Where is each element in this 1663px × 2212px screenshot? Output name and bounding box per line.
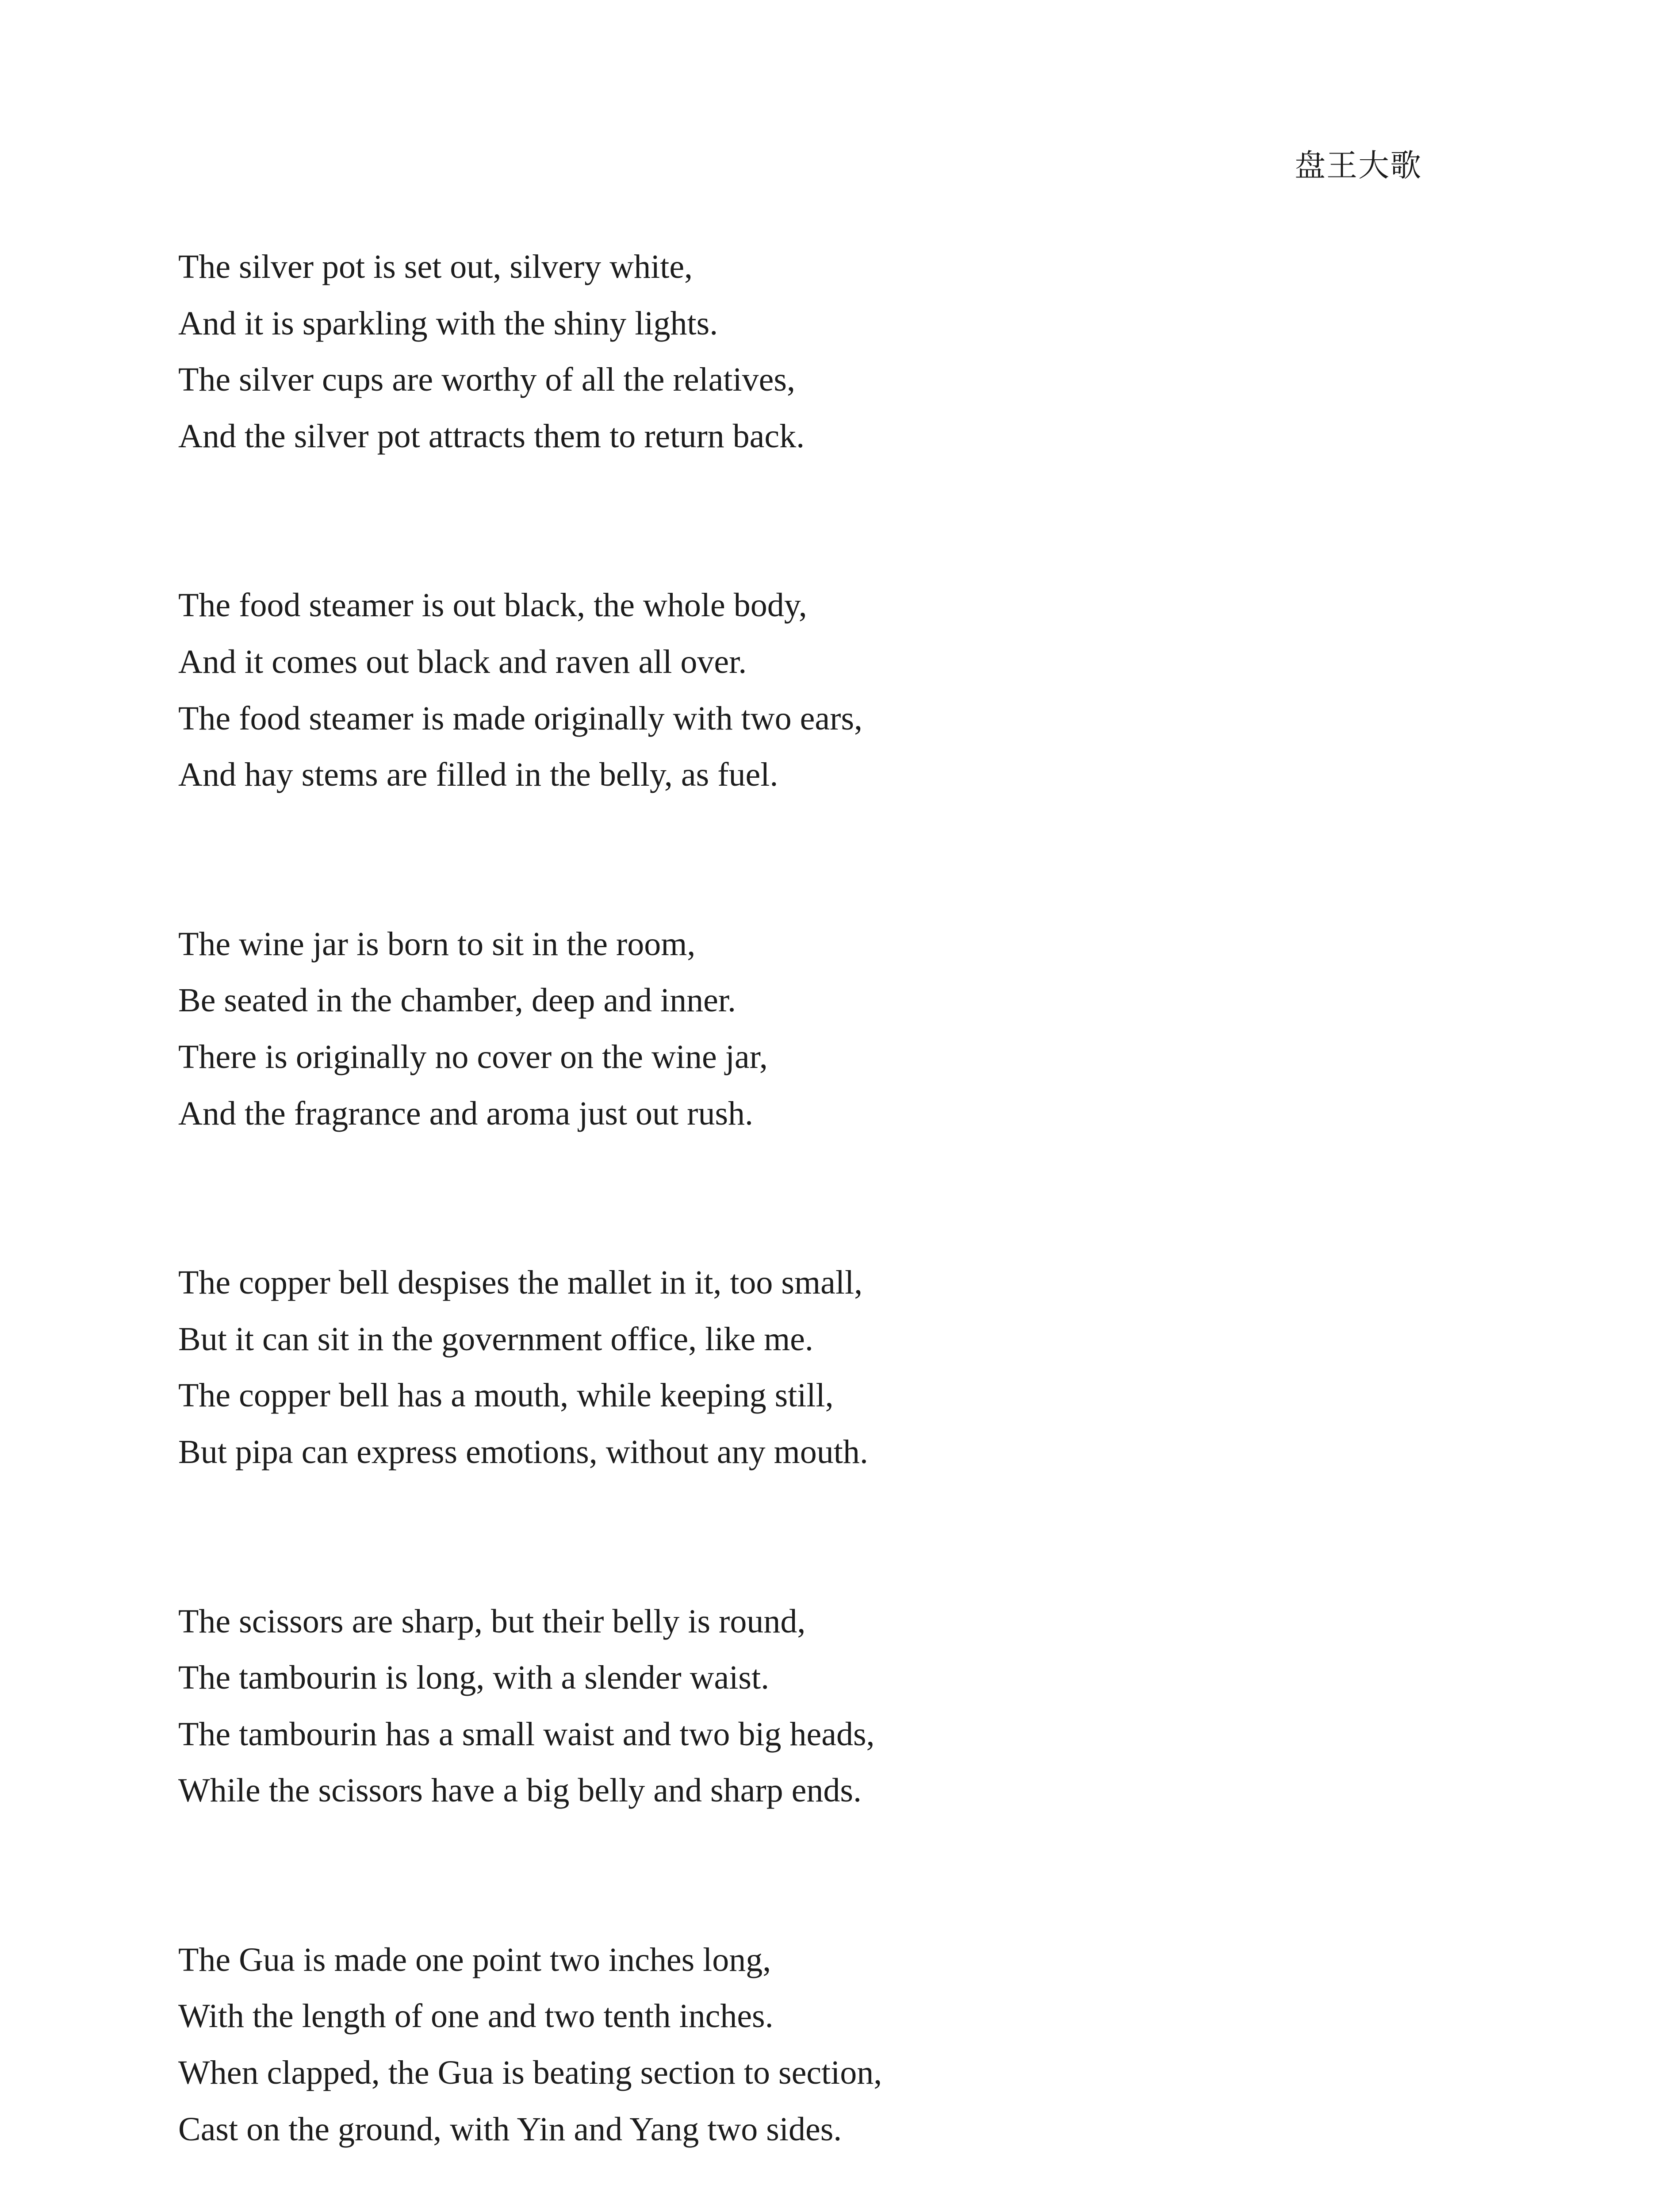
poem-line: And it is sparkling with the shiny lights. — [178, 304, 718, 342]
poem-line: The silver cups are worthy of all the relatives, — [178, 361, 795, 399]
poem-line: And the fragrance and aroma just out rush. — [178, 1094, 754, 1132]
poem-line: The silver pot is set out, silvery white, — [178, 248, 693, 285]
poem-line: Be seated in the chamber, deep and inner. — [178, 982, 736, 1019]
poem-line: The tambourin has a small waist and two big heads, — [178, 1715, 875, 1753]
poem-line: The tambourin is long, with a slender waist. — [178, 1659, 770, 1697]
poem-line: Cast on the ground, with Yin and Yang two sides. — [178, 2110, 842, 2148]
poem-line: The wine jar is born to sit in the room, — [178, 925, 696, 963]
poem-line: The copper bell has a mouth, while keeping still, — [178, 1377, 834, 1414]
poem-line: And the silver pot attracts them to return back. — [178, 417, 805, 455]
running-header-title: 盘王大歌 — [1295, 147, 1422, 184]
poem-body — [178, 239, 1461, 2212]
poem-line: And it comes out black and raven all over. — [178, 643, 747, 680]
poem-line: But pipa can express emotions, without any mouth. — [178, 1433, 868, 1471]
stanza-6 — [178, 1932, 1461, 2158]
poem-line: The copper bell despises the mallet in it, too small, — [178, 1264, 863, 1302]
poem-line: There is originally no cover on the wine jar, — [178, 1038, 768, 1075]
poem-line: But it can sit in the government office, like me. — [178, 1320, 813, 1358]
poem-line: The Gua is made one point two inches long, — [178, 1941, 771, 1978]
stanza-1 — [178, 239, 1461, 465]
poem-line: And hay stems are filled in the belly, as fuel. — [178, 756, 778, 794]
stanza-5 — [178, 1594, 1461, 1819]
poem-line: While the scissors have a big belly and sharp ends. — [178, 1772, 862, 1809]
stanza-4 — [178, 1255, 1461, 1480]
stanza-3 — [178, 916, 1461, 1142]
poem-line: The food steamer is made originally with two ears, — [178, 699, 863, 737]
stanza-2 — [178, 577, 1461, 803]
poem-line: With the length of one and two tenth inches. — [178, 1997, 774, 2035]
poem-line: When clapped, the Gua is beating section to section, — [178, 2054, 882, 2092]
poem-line: The scissors are sharp, but their belly is round, — [178, 1602, 806, 1640]
poem-line: The food steamer is out black, the whole body, — [178, 587, 807, 624]
